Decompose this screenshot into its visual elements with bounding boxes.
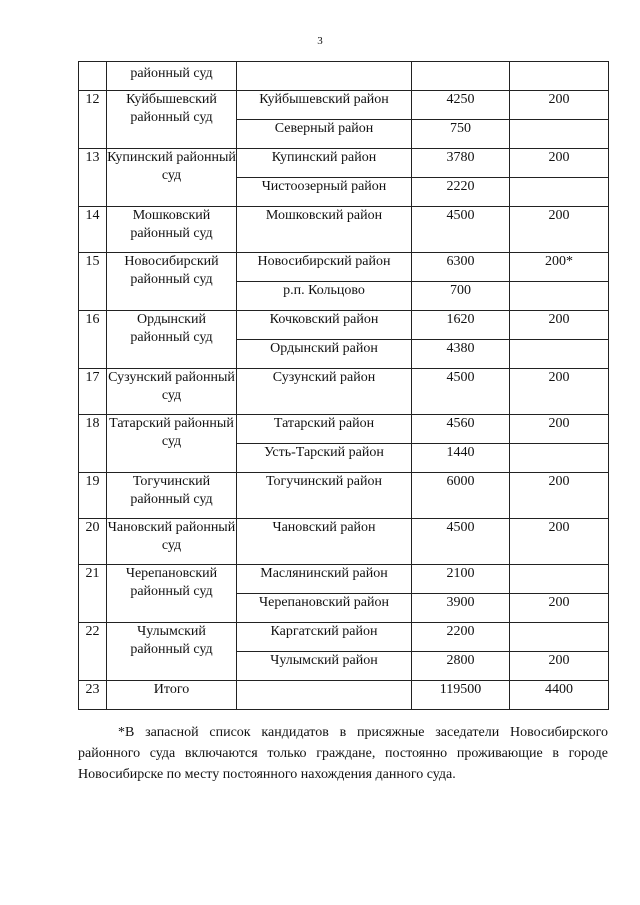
court-cell: Татарский районный суд [107,415,237,473]
row-number-cell: 18 [79,415,107,473]
reserve-cell: 200 [510,91,609,120]
district-cell: Чистоозерный район [237,178,412,207]
court-cell: Купинский районный суд [107,149,237,207]
district-cell: Новосибирский район [237,253,412,282]
count-cell: 4560 [412,415,510,444]
reserve-cell: 200 [510,415,609,444]
reserve-cell [510,444,609,473]
district-cell: Усть-Тарский район [237,444,412,473]
court-cell: Мошковский районный суд [107,207,237,253]
court-cell: Тогучинский районный суд [107,473,237,519]
district-cell: Сузунский район [237,369,412,415]
table-row [79,91,609,120]
table-row [79,623,609,652]
court-cell: Чулымский районный суд [107,623,237,681]
district-cell: Черепановский район [237,594,412,623]
count-cell: 2100 [412,565,510,594]
count-cell: 2200 [412,623,510,652]
table-row [79,62,609,91]
district-cell: Куйбышевский район [237,91,412,120]
count-cell: 1620 [412,311,510,340]
table-body [79,62,609,710]
count-cell [412,62,510,91]
table-row [79,565,609,594]
district-cell [237,681,412,710]
row-number-cell: 15 [79,253,107,311]
reserve-cell: 200 [510,594,609,623]
district-cell: Чановский район [237,519,412,565]
table-row [79,473,609,519]
reserve-cell: 200 [510,473,609,519]
district-cell: Купинский район [237,149,412,178]
total-count-cell: 119500 [412,681,510,710]
district-cell: Тогучинский район [237,473,412,519]
district-cell: Татарский район [237,415,412,444]
district-cell: р.п. Кольцово [237,282,412,311]
court-cell: Черепановский районный суд [107,565,237,623]
count-cell: 2800 [412,652,510,681]
reserve-cell: 200 [510,519,609,565]
total-label-cell: Итого [107,681,237,710]
reserve-cell: 200 [510,311,609,340]
count-cell: 4250 [412,91,510,120]
reserve-cell: 200 [510,149,609,178]
count-cell: 4500 [412,207,510,253]
district-cell [237,62,412,91]
district-cell: Чулымский район [237,652,412,681]
court-cell: районный суд [107,62,237,91]
count-cell: 6000 [412,473,510,519]
reserve-cell [510,340,609,369]
district-cell: Маслянинский район [237,565,412,594]
count-cell: 2220 [412,178,510,207]
table-row [79,311,609,340]
count-cell: 750 [412,120,510,149]
reserve-cell [510,565,609,594]
reserve-cell [510,623,609,652]
reserve-cell: 200 [510,369,609,415]
reserve-cell [510,282,609,311]
table-row [79,519,609,565]
jurors-table [78,61,609,710]
court-cell: Ордынский районный суд [107,311,237,369]
table-row [79,207,609,253]
table-row [79,149,609,178]
row-number-cell: 23 [79,681,107,710]
count-cell: 700 [412,282,510,311]
count-cell: 6300 [412,253,510,282]
row-number-cell: 22 [79,623,107,681]
reserve-cell [510,62,609,91]
row-number-cell [79,62,107,91]
district-cell: Мошковский район [237,207,412,253]
court-cell: Чановский районный суд [107,519,237,565]
row-number-cell: 12 [79,91,107,149]
reserve-cell [510,120,609,149]
table-row [79,415,609,444]
row-number-cell: 19 [79,473,107,519]
footnote: *В запасной список кандидатов в присяжные заседатели Новосибирского районного суда включаются только граждане, постоянно проживающие в городе Новосибирске по месту постоянного нахождения данного суда. [78,725,608,782]
table-row [79,369,609,415]
district-cell: Северный район [237,120,412,149]
reserve-cell: 200* [510,253,609,282]
district-cell: Кочковский район [237,311,412,340]
row-number-cell: 20 [79,519,107,565]
reserve-cell: 200 [510,652,609,681]
count-cell: 3780 [412,149,510,178]
total-row [79,681,609,710]
row-number-cell: 21 [79,565,107,623]
row-number-cell: 17 [79,369,107,415]
count-cell: 4500 [412,369,510,415]
row-number-cell: 16 [79,311,107,369]
reserve-cell [510,178,609,207]
count-cell: 4380 [412,340,510,369]
district-cell: Каргатский район [237,623,412,652]
total-reserve-cell: 4400 [510,681,609,710]
court-cell: Новосибирский районный суд [107,253,237,311]
table-row [79,253,609,282]
count-cell: 3900 [412,594,510,623]
row-number-cell: 14 [79,207,107,253]
count-cell: 4500 [412,519,510,565]
row-number-cell: 13 [79,149,107,207]
district-cell: Ордынский район [237,340,412,369]
page-number: 3 [317,35,323,47]
reserve-cell: 200 [510,207,609,253]
count-cell: 1440 [412,444,510,473]
court-cell: Куйбышевский районный суд [107,91,237,149]
court-cell: Сузунский районный суд [107,369,237,415]
